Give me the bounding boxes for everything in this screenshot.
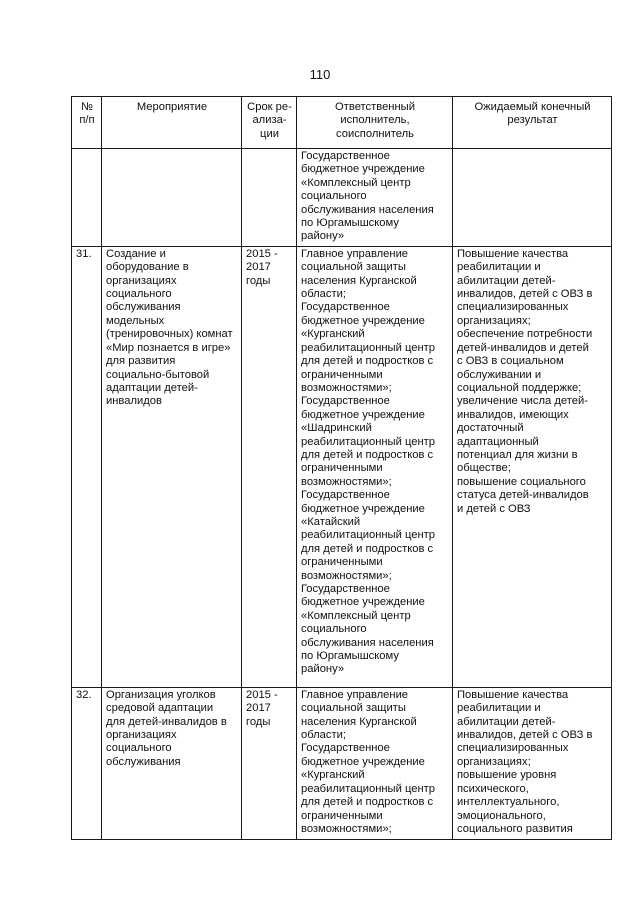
cell-text-line: области; <box>301 288 346 301</box>
cell-text-line: бюджетное учреждение <box>301 502 425 515</box>
cell-text-line: возможностями»; <box>301 475 392 488</box>
cell-text-line: повышение уровня <box>457 769 557 782</box>
cell-responsible <box>297 149 453 247</box>
cell-text-line: социального <box>301 190 367 203</box>
cell-term <box>242 687 297 839</box>
cell-text-line: обслуживания <box>106 755 181 768</box>
cell-text-line: 2017 <box>246 261 271 274</box>
cell-text-line: «Курганский <box>301 769 365 782</box>
cell-text-line: бюджетное учреждение <box>301 596 425 609</box>
cell-text-line: по Юргамышскому <box>301 650 399 663</box>
cell-text-line: статуса детей-инвалидов <box>457 489 589 502</box>
cell-text-line: соисполнитель <box>336 127 414 140</box>
cell-text-line: организациях <box>106 274 177 287</box>
cell-text-line: обслуживания <box>106 301 181 314</box>
cell-text-line: Повышение качества <box>457 688 569 701</box>
cell-text-line: социальной защиты <box>301 702 406 715</box>
cell-text-line: годы <box>246 274 271 287</box>
cell-text-line: району» <box>301 230 345 243</box>
cell-text-line: абилитации детей- <box>457 715 556 728</box>
cell-text-line: для детей и подростков с <box>301 542 434 555</box>
cell-text-line: специализированных <box>457 301 569 314</box>
page-number: 110 <box>309 67 331 82</box>
header-num <box>72 97 102 149</box>
cell-text-line: Мероприятие <box>136 101 208 113</box>
cell-text-line: социального <box>106 742 172 755</box>
cell-text-line: социального <box>301 623 367 636</box>
cell-text-line: социальной поддержке; <box>457 381 582 394</box>
table-row-continuation <box>72 149 612 247</box>
cell-text-line: п/п <box>79 114 95 127</box>
cell-text-line: реабилитации и <box>457 702 541 715</box>
cell-term <box>242 149 297 247</box>
cell-text-line: обеспечение потребности <box>457 328 593 341</box>
cell-text-line: результат <box>507 114 558 127</box>
header-result <box>453 97 612 149</box>
cell-text-line: для детей-инвалидов в <box>106 715 227 728</box>
cell-text-line: 2017 <box>246 702 271 715</box>
cell-text-line: Государственное <box>301 150 390 162</box>
cell-text-line: Государственное <box>301 583 390 595</box>
cell-text-line: 2015 - <box>246 247 278 260</box>
cell-text-line: годы <box>246 715 271 728</box>
cell-num <box>72 149 102 247</box>
cell-text-line: достаточный <box>457 422 524 435</box>
cell-text-line: ции <box>260 127 279 140</box>
cell-text-line: возможностями»; <box>301 381 392 394</box>
cell-text-line: психического, <box>457 782 529 795</box>
cell-text-line: бюджетное учреждение <box>301 408 425 421</box>
cell-text-line: Организация уголков <box>106 688 216 701</box>
cell-text-line: Государственное <box>301 301 390 314</box>
cell-text-line: ограниченными <box>301 809 383 822</box>
cell-text-line: району» <box>301 663 345 676</box>
header-term <box>242 97 297 149</box>
cell-text-line: Срок ре- <box>247 101 292 113</box>
cell-text-line: увеличение числа детей- <box>457 395 588 408</box>
table-header-row <box>72 97 612 149</box>
cell-text-line: реабилитационный центр <box>301 782 435 795</box>
cell-text-line: Создание и <box>106 247 166 260</box>
cell-text-line: эмоционального, <box>457 809 546 822</box>
cell-event <box>102 687 242 839</box>
cell-text-line: адаптации детей- <box>106 381 198 394</box>
cell-text-line: ализа- <box>252 114 287 127</box>
cell-text-line: социального <box>106 288 172 301</box>
cell-text-line: (тренировочных) комнат <box>106 328 233 341</box>
cell-text-line: Главное управление <box>301 247 409 260</box>
cell-num: 31. <box>72 246 102 687</box>
cell-text-line: населения Курганской <box>301 274 417 287</box>
header-event <box>102 97 242 149</box>
cell-text-line: ограниченными <box>301 462 383 475</box>
cell-text-line: Государственное <box>301 395 390 408</box>
cell-text-line: организациях <box>106 729 177 742</box>
cell-text-line: ограниченными <box>301 556 383 569</box>
cell-text-line: Государственное <box>301 742 390 755</box>
cell-result <box>453 687 612 839</box>
cell-text-line: реабилитационный центр <box>301 435 435 448</box>
cell-text-line: для детей и подростков с <box>301 796 434 809</box>
cell-text-line: повышение социального <box>457 475 586 488</box>
cell-text-line: бюджетное учреждение <box>301 163 425 176</box>
cell-text-line: с ОВЗ в социальном <box>457 355 564 368</box>
cell-text-line: по Юргамышскому <box>301 217 399 230</box>
cell-text-line: детей-инвалидов и детей <box>457 341 589 354</box>
cell-text-line: инвалидов, детей с ОВЗ в <box>457 288 593 301</box>
cell-text-line: инвалидов <box>106 395 162 408</box>
cell-text-line: оборудование в <box>106 261 189 274</box>
cell-text-line: для детей и подростков с <box>301 355 434 368</box>
cell-result <box>453 149 612 247</box>
cell-text-line: ограниченными <box>301 368 383 381</box>
cell-text-line: обслуживания населения <box>301 203 434 216</box>
cell-text-line: возможностями»; <box>301 569 392 582</box>
cell-text-line: Государственное <box>301 489 390 502</box>
cell-term <box>242 246 297 687</box>
cell-text-line: социальной защиты <box>301 261 406 274</box>
cell-text-line: обществе; <box>457 462 511 475</box>
cell-result <box>453 246 612 687</box>
cell-text-line: средовой адаптации <box>106 702 214 715</box>
table-row <box>72 687 612 839</box>
cell-text-line: обслуживании и <box>457 368 542 381</box>
cell-text-line: абилитации детей- <box>457 274 556 287</box>
cell-text-line: и детей с ОВЗ <box>457 502 531 515</box>
cell-text-line: модельных <box>106 314 165 327</box>
cell-text-line: реабилитации и <box>457 261 541 274</box>
cell-text-line: обслуживания населения <box>301 636 434 649</box>
cell-responsible <box>297 246 453 687</box>
cell-text-line: адаптационный <box>457 435 539 448</box>
cell-text-line: Повышение качества <box>457 247 569 260</box>
measures-table <box>71 96 612 840</box>
cell-text-line: «Шадринский <box>301 422 372 435</box>
cell-text-line: «Комплексный центр <box>301 609 411 622</box>
cell-text-line: области; <box>301 729 346 742</box>
cell-text-line: возможностями»; <box>301 822 392 835</box>
cell-text-line: реабилитационный центр <box>301 529 435 542</box>
cell-text-line: для детей и подростков с <box>301 448 434 461</box>
cell-text-line: инвалидов, детей с ОВЗ в <box>457 729 593 742</box>
table-row <box>72 246 612 687</box>
cell-text-line: Главное управление <box>301 688 409 701</box>
cell-num: 32. <box>72 687 102 839</box>
cell-text-line: реабилитационный центр <box>301 341 435 354</box>
cell-text-line: специализированных <box>457 742 569 755</box>
cell-event <box>102 149 242 247</box>
cell-text-line: потенциал для жизни в <box>457 448 578 461</box>
cell-text-line: Ожидаемый конечный <box>474 101 591 113</box>
cell-text-line: Ответственный <box>335 101 415 113</box>
cell-text-line: бюджетное учреждение <box>301 314 425 327</box>
cell-responsible <box>297 687 453 839</box>
header-responsible <box>297 97 453 149</box>
cell-text-line: «Курганский <box>301 328 365 341</box>
cell-text-line: организациях; <box>457 314 531 327</box>
cell-text-line: социального развития <box>457 822 573 835</box>
cell-text-line: исполнитель, <box>340 114 410 127</box>
cell-event <box>102 246 242 687</box>
cell-text-line: населения Курганской <box>301 715 417 728</box>
cell-text-line: организациях; <box>457 755 531 768</box>
cell-text-line: «Катайский <box>301 515 361 528</box>
cell-text-line: «Мир познается в игре» <box>106 341 231 354</box>
cell-text-line: для развития <box>106 355 176 368</box>
cell-text-line: 2015 - <box>246 688 278 701</box>
cell-text-line: интеллектуального, <box>457 796 560 809</box>
cell-text-line: «Комплексный центр <box>301 176 411 189</box>
cell-text-line: инвалидов, имеющих <box>457 408 569 421</box>
cell-text-line: бюджетное учреждение <box>301 755 425 768</box>
cell-text-line: социально-бытовой <box>106 368 210 381</box>
cell-text-line: № <box>80 101 93 113</box>
